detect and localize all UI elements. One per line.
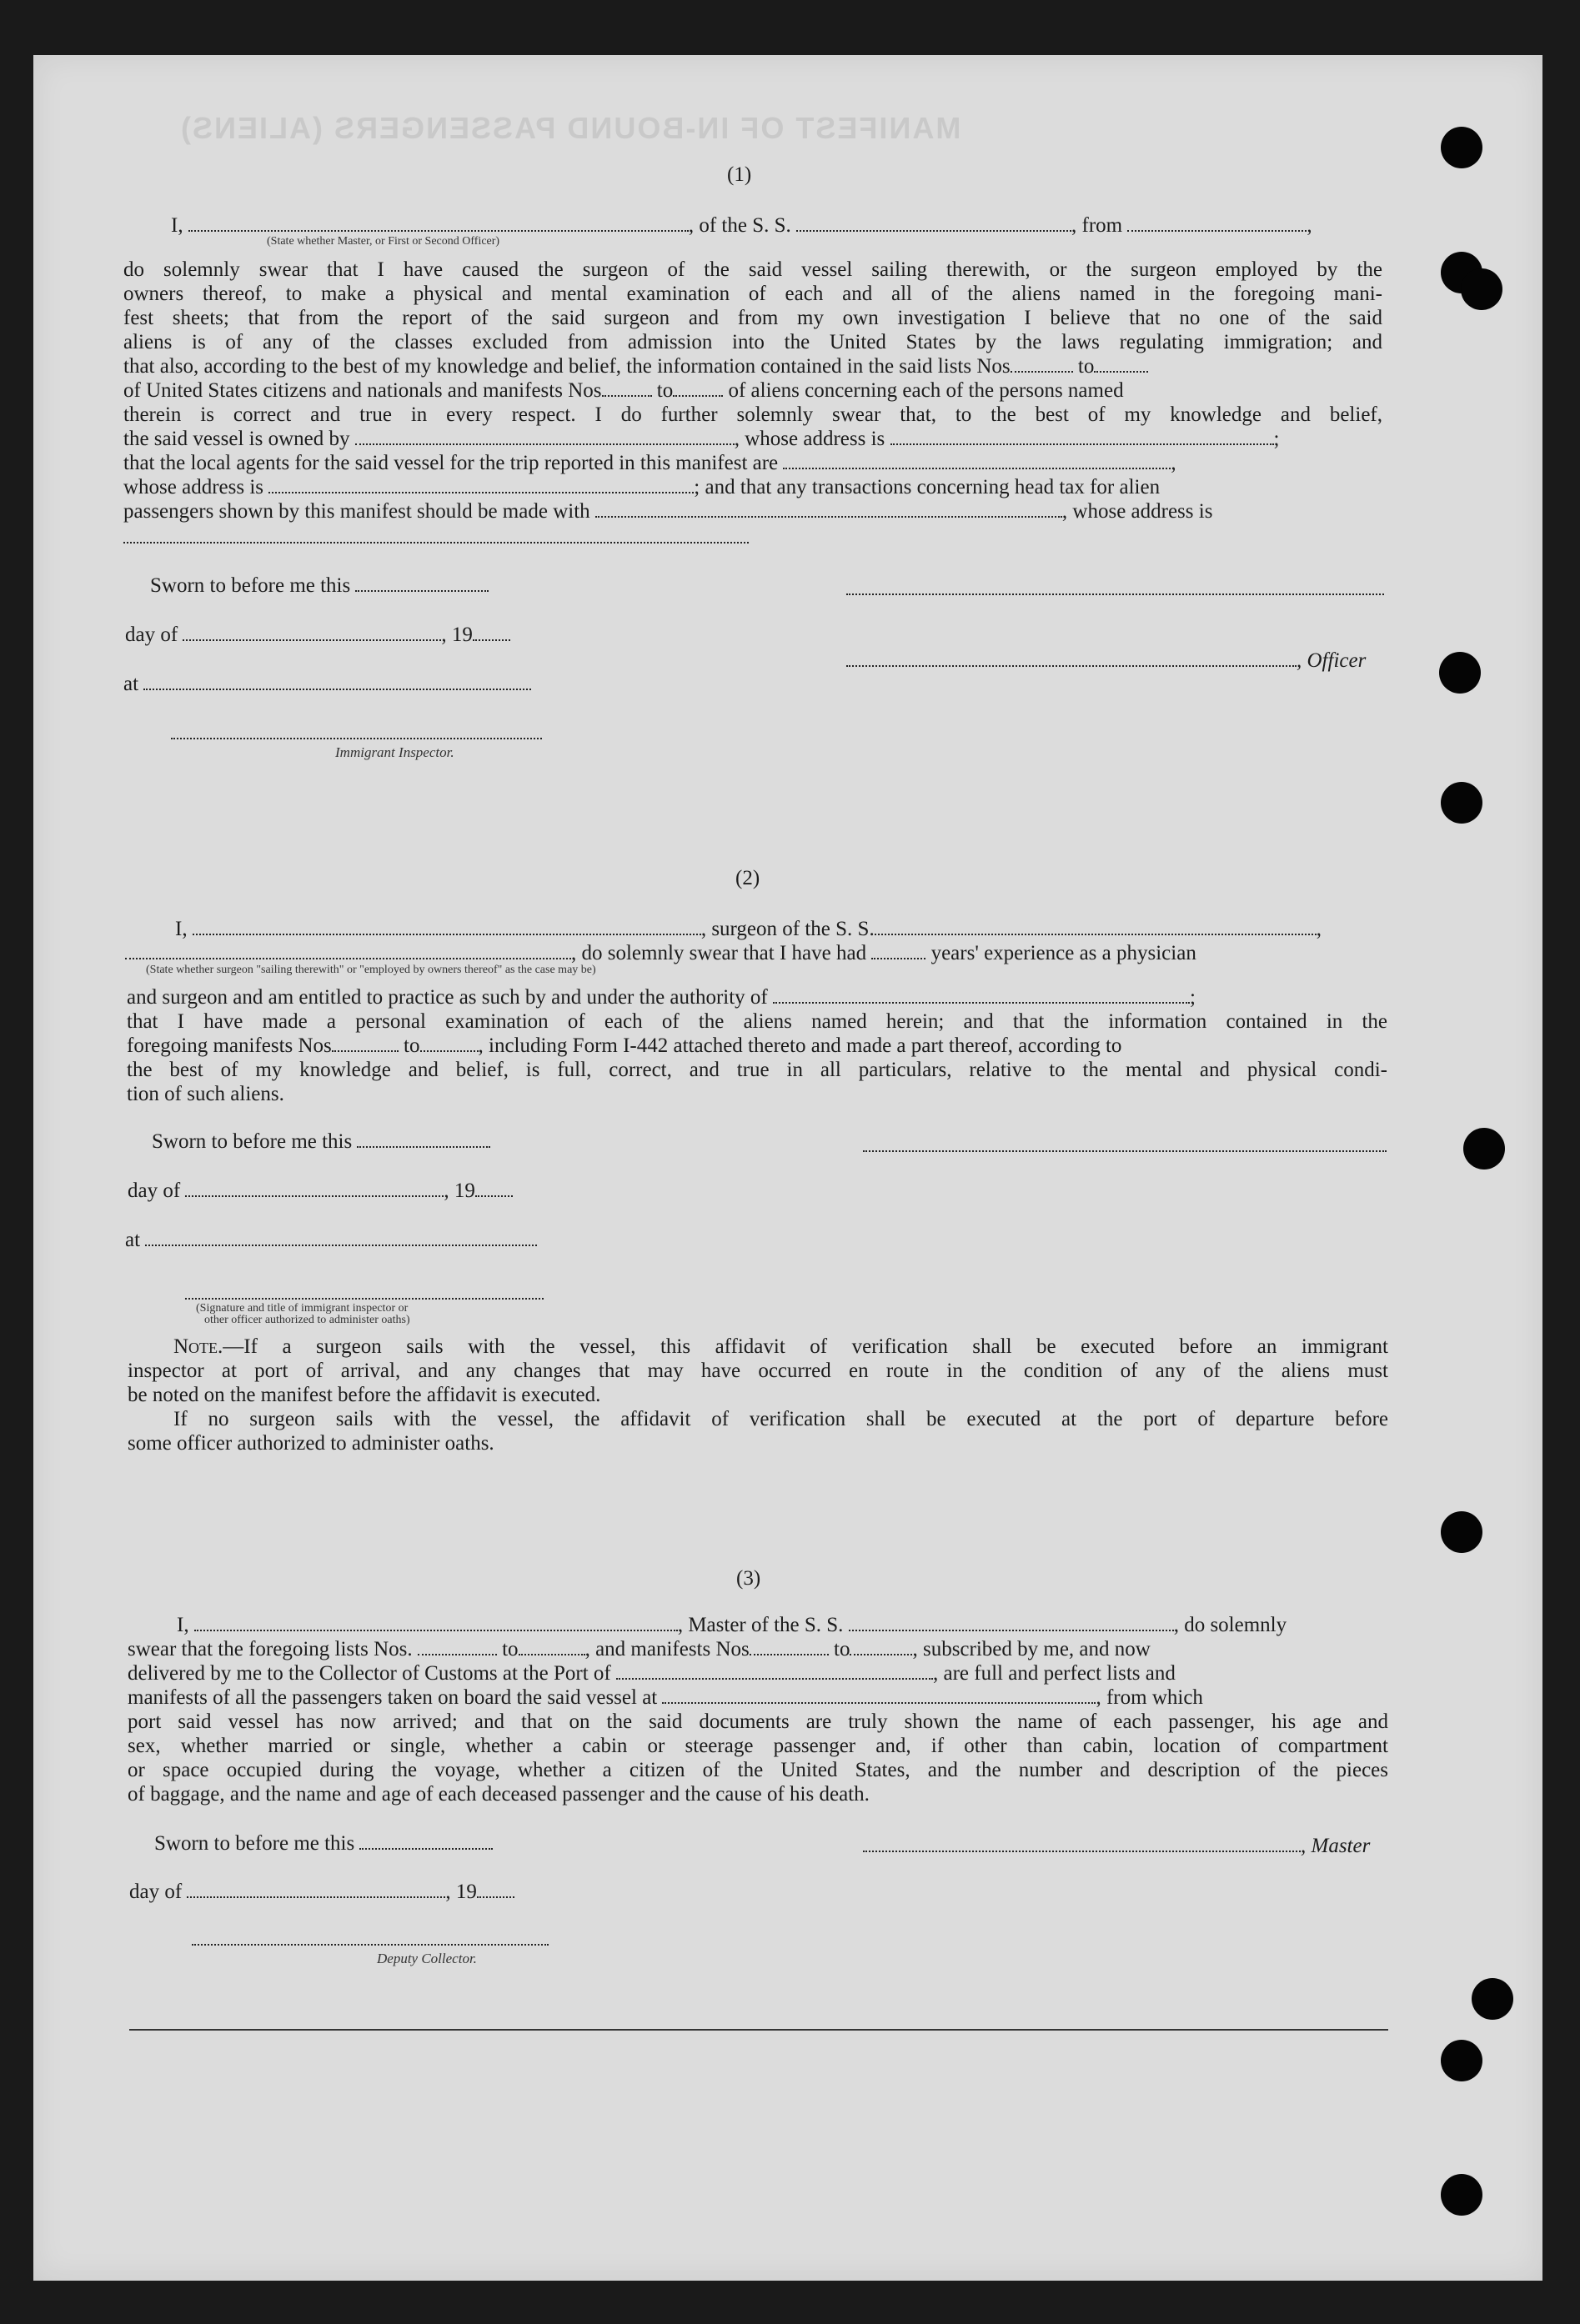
s2-at-field[interactable] bbox=[145, 1230, 537, 1246]
s1-at-label: at bbox=[123, 672, 531, 696]
s3-line-2: swear that the foregoing lists Nos. to , and manifests Nos to , subscribed by me, and now bbox=[128, 1638, 1151, 1660]
binder-hole bbox=[1441, 1511, 1482, 1553]
s1-para-line: that the local agents for the said vessel for the trip reported in this manifest are , bbox=[123, 452, 1176, 474]
s3-line-3: delivered by me to the Collector of Customs at the Port of , are full and perfect lists and bbox=[128, 1662, 1176, 1685]
section-1-number: (1) bbox=[727, 163, 752, 186]
s3-list-from-field[interactable] bbox=[418, 1639, 497, 1655]
years-experience-field[interactable] bbox=[871, 943, 925, 959]
s1-para-line: owners thereof, to make a physical and mental examination of each and all of the aliens named in the foregoing mani- bbox=[123, 283, 1382, 305]
s1-sworn-date-field[interactable] bbox=[355, 575, 489, 592]
surgeon-signature-line[interactable] bbox=[863, 1149, 1387, 1152]
s1-para-line: therein is correct and true in every respect. I do further solemnly swear that, to the best of my knowledge and belief, bbox=[123, 403, 1382, 426]
section-3-number: (3) bbox=[736, 1567, 761, 1590]
binder-hole bbox=[1441, 782, 1482, 824]
signature-title-note: (Signature and title of immigrant inspector or bbox=[196, 1302, 409, 1315]
section-2-number: (2) bbox=[735, 867, 760, 889]
signature-title-note: other officer authorized to administer oaths) bbox=[204, 1314, 410, 1326]
s2-manifest-from-field[interactable] bbox=[332, 1035, 399, 1052]
s3-para-line: of baggage, and the name and age of each deceased passenger and the cause of his death. bbox=[128, 1783, 870, 1806]
surgeon-status-field[interactable] bbox=[125, 943, 571, 959]
owner-address-field[interactable] bbox=[890, 428, 1274, 445]
s2-sworn-date-field[interactable] bbox=[357, 1131, 490, 1148]
s3-manifest-to-field[interactable] bbox=[850, 1639, 912, 1655]
s2-note-line: Note.—If a surgeon sails with the vessel, this affidavit of verification shall be executed before an immigrant bbox=[173, 1335, 1388, 1358]
agent-address-field[interactable] bbox=[268, 477, 694, 493]
binder-hole bbox=[1472, 1978, 1513, 2020]
s2-note-line: inspector at port of arrival, and any changes that may have occurred en route in the condition of any of the aliens must bbox=[128, 1360, 1388, 1382]
s2-day-field[interactable] bbox=[185, 1180, 444, 1197]
immigrant-inspector-caption: Immigrant Inspector. bbox=[335, 744, 454, 760]
binder-hole bbox=[1441, 2174, 1482, 2216]
master-signature-line[interactable] bbox=[863, 1836, 1301, 1852]
s1-officer-label: , Officer bbox=[846, 649, 1366, 673]
s1-officer-signature-line[interactable] bbox=[846, 592, 1384, 595]
s3-sworn-date-field[interactable] bbox=[359, 1833, 493, 1850]
deputy-collector-signature-line[interactable] bbox=[192, 1942, 549, 1946]
master-name-field[interactable] bbox=[194, 1615, 678, 1631]
s1-inspector-signature-line[interactable] bbox=[171, 736, 542, 739]
citizen-list-to-field[interactable] bbox=[1094, 356, 1148, 373]
s1-day-of-label: day of , 19 bbox=[125, 623, 510, 647]
s1-day-field[interactable] bbox=[183, 624, 441, 641]
s1-para-line: the said vessel is owned by , whose address is ; bbox=[123, 428, 1280, 450]
citizen-list-from-field[interactable] bbox=[1011, 356, 1073, 373]
s2-para-line: tion of such aliens. bbox=[127, 1083, 284, 1105]
head-tax-contact-field[interactable] bbox=[595, 501, 1062, 518]
s2-para-line: and surgeon and am entitled to practice as such by and under the authority of ; bbox=[127, 986, 1196, 1009]
officer-rank-field[interactable] bbox=[188, 215, 689, 232]
departure-port-field[interactable] bbox=[1127, 215, 1307, 232]
s3-sworn-label: Sworn to before me this bbox=[154, 1831, 493, 1856]
s3-line-4: manifests of all the passengers taken on board the said vessel at , from which bbox=[128, 1686, 1203, 1709]
s1-para-line: of United States citizens and nationals and manifests Nos to of aliens concerning each of the persons named bbox=[123, 379, 1124, 402]
surgeon-name-field[interactable] bbox=[193, 919, 701, 935]
s3-line-1: I, , Master of the S. S. , do solemnly bbox=[177, 1614, 1287, 1636]
s3-para-line: port said vessel has now arrived; and that on the said documents are truly shown the name of each passenger, his age and bbox=[128, 1710, 1388, 1733]
s3-day-of-label: day of , 19 bbox=[129, 1880, 514, 1904]
bleed-through-text: MANIFEST OF IN-BOUND PASSENGERS (ALIENS) bbox=[179, 111, 961, 145]
s2-sworn-label: Sworn to before me this bbox=[152, 1129, 490, 1154]
vessel-owner-field[interactable] bbox=[355, 428, 735, 445]
s2-line-2: , do solemnly swear that I have had years' experience as a physician bbox=[125, 941, 1196, 965]
s3-year-field[interactable] bbox=[477, 1881, 514, 1898]
deputy-collector-caption: Deputy Collector. bbox=[377, 1951, 477, 1966]
s1-para-line: do solemnly swear that I have caused the surgeon of the said vessel sailing therewith, or the surgeon employed by the bbox=[123, 258, 1382, 281]
s1-line-1: I, , of the S. S. , from , bbox=[171, 214, 1312, 237]
binder-hole bbox=[1463, 1128, 1505, 1170]
s2-note-line: If no surgeon sails with the vessel, the affidavit of verification shall be executed at the port of departure before bbox=[173, 1408, 1388, 1430]
s2-line-1: I, , surgeon of the S. S. , bbox=[175, 918, 1322, 940]
alien-manifest-to-field[interactable] bbox=[673, 380, 723, 397]
s3-para-line: sex, whether married or single, whether a cabin or steerage passenger and, if other than cabin, location of compartment bbox=[128, 1735, 1388, 1757]
bottom-rule bbox=[129, 2029, 1388, 2031]
s1-officer-title-field[interactable] bbox=[846, 650, 1297, 667]
local-agents-field[interactable] bbox=[783, 453, 1171, 469]
boarding-port-field[interactable] bbox=[662, 1687, 1096, 1704]
s3-master-label: , Master bbox=[863, 1834, 1370, 1858]
s1-para-line: aliens is of any of the classes excluded from admission into the United States by the laws regulating immigration; and bbox=[123, 331, 1382, 353]
s2-note-line: be noted on the manifest before the affidavit is executed. bbox=[128, 1384, 601, 1406]
s1-para-line: passengers shown by this manifest should be made with , whose address is bbox=[123, 500, 1213, 523]
s3-vessel-name-field[interactable] bbox=[849, 1615, 1174, 1631]
s2-vessel-name-field[interactable] bbox=[875, 919, 1317, 935]
s3-para-line: or space occupied during the voyage, whether a citizen of the United States, and the number and description of the pieces bbox=[128, 1759, 1388, 1781]
binder-hole bbox=[1441, 127, 1482, 168]
binder-hole bbox=[1441, 2040, 1482, 2081]
practice-authority-field[interactable] bbox=[773, 987, 1190, 1004]
head-tax-address-field[interactable] bbox=[123, 540, 749, 543]
s2-year-field[interactable] bbox=[475, 1180, 513, 1197]
s2-day-of-label: day of , 19 bbox=[128, 1179, 513, 1203]
s1-sworn-label: Sworn to before me this bbox=[150, 573, 489, 598]
surgeon-status-note: (State whether surgeon "sailing therewith" or "employed by owners thereof" as the case may be) bbox=[146, 964, 596, 976]
binder-hole bbox=[1461, 268, 1502, 310]
vessel-name-field[interactable] bbox=[796, 215, 1071, 232]
s2-manifest-to-field[interactable] bbox=[420, 1035, 479, 1052]
s2-para-line: that I have made a personal examination of each of the aliens named herein; and that the information contained in the bbox=[127, 1010, 1387, 1033]
s1-para-line: that also, according to the best of my knowledge and belief, the information contained in the said lists Nos to bbox=[123, 354, 1148, 378]
s2-inspector-signature-line[interactable] bbox=[185, 1296, 544, 1300]
binder-hole bbox=[1439, 652, 1481, 694]
master-officer-note: (State whether Master, or First or Second Officer) bbox=[267, 235, 500, 248]
s2-para-line: the best of my knowledge and belief, is full, correct, and true in all particulars, relative to the mental and physical condi- bbox=[127, 1059, 1387, 1081]
s3-day-field[interactable] bbox=[187, 1881, 445, 1898]
s1-para-line: fest sheets; that from the report of the said surgeon and from my own investigation I believe that no one of the said bbox=[123, 307, 1382, 329]
s2-note-line: some officer authorized to administer oaths. bbox=[128, 1432, 494, 1455]
alien-manifest-from-field[interactable] bbox=[602, 380, 652, 397]
s2-para-line: foregoing manifests Nos to , including Form I-442 attached thereto and made a part thereof, according to bbox=[127, 1034, 1122, 1057]
s1-year-field[interactable] bbox=[473, 624, 510, 641]
s1-para-line: whose address is ; and that any transactions concerning head tax for alien bbox=[123, 476, 1161, 498]
s1-at-field[interactable] bbox=[143, 674, 531, 690]
customs-port-field[interactable] bbox=[616, 1663, 933, 1680]
s3-list-to-field[interactable] bbox=[519, 1639, 585, 1655]
s2-at-label: at bbox=[125, 1228, 537, 1252]
s3-manifest-from-field[interactable] bbox=[750, 1639, 829, 1655]
